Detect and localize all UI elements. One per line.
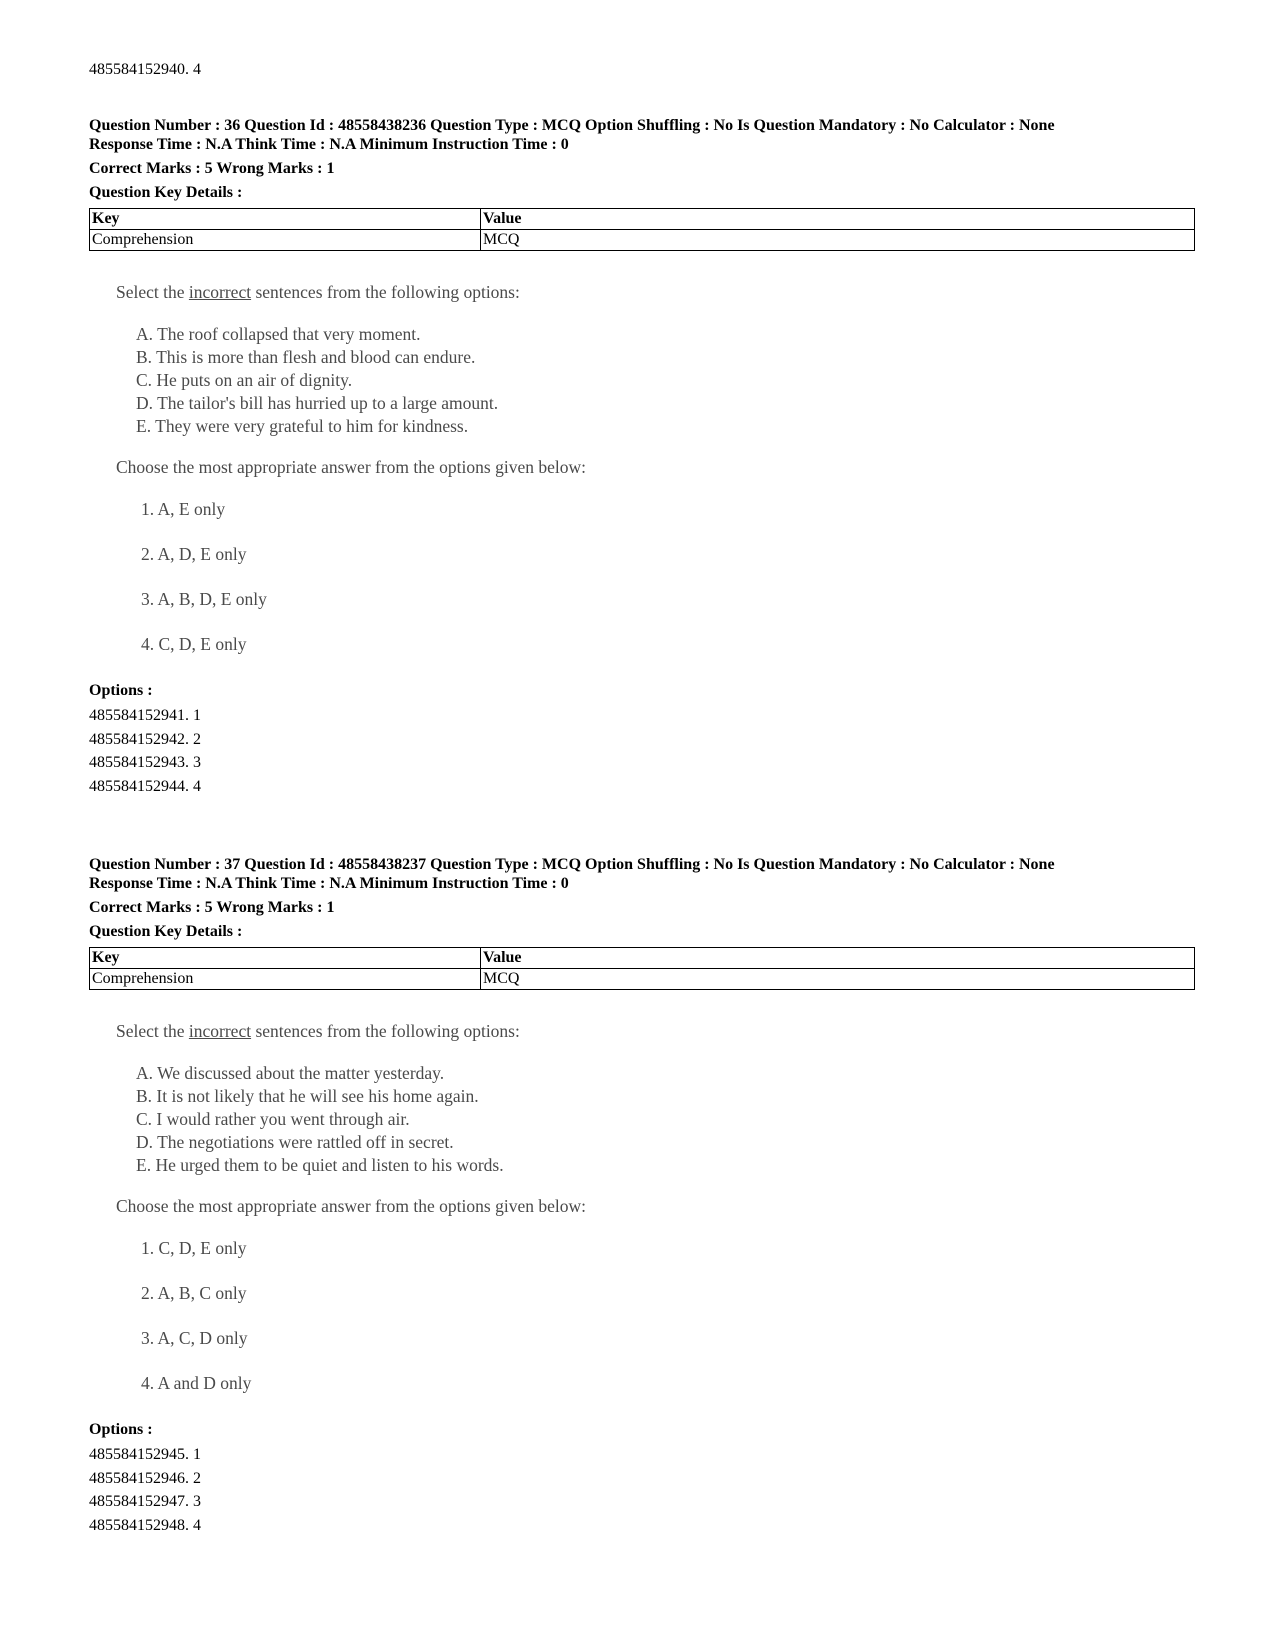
table-header-value: Value (481, 948, 1195, 969)
previous-option-line: 485584152940. 4 (89, 61, 201, 78)
answer-choice: 1. C, D, E only (141, 1238, 247, 1258)
table-cell-key: Comprehension (90, 969, 481, 990)
stem-underlined-word: incorrect (188, 282, 252, 302)
option-item: 485584152946. 2 (89, 1469, 201, 1487)
table-cell-key: Comprehension (90, 230, 481, 251)
list-item: A. We discussed about the matter yesterday. (136, 1063, 445, 1083)
question-meta-line-1: Question Number : 36 Question Id : 48558438236 Question Type : MCQ Option Shuffling : No Is Question Mandatory : No Calculator : None (89, 117, 1055, 134)
option-item: 485584152944. 4 (89, 777, 201, 795)
answer-choice: 1. A, E only (141, 499, 226, 519)
options-title: Options : (89, 1421, 153, 1438)
stem-suffix: sentences from the following options: (251, 282, 520, 302)
table-cell-value: MCQ (481, 969, 1195, 990)
question-image (116, 281, 756, 655)
option-item: 485584152948. 4 (89, 1516, 201, 1534)
question-meta-line-2: Response Time : N.A Think Time : N.A Minimum Instruction Time : 0 (89, 136, 569, 153)
option-item: 485584152947. 3 (89, 1493, 201, 1510)
key-details-title: Question Key Details : (89, 184, 243, 201)
table-header-key: Key (90, 948, 481, 969)
question-meta-line-2: Response Time : N.A Think Time : N.A Minimum Instruction Time : 0 (89, 875, 569, 892)
stem-prefix: Select the (116, 282, 189, 302)
stem-prefix: Select the (116, 1021, 189, 1041)
marks-line: Correct Marks : 5 Wrong Marks : 1 (89, 899, 335, 916)
answer-choice: 3. A, C, D only (141, 1328, 248, 1348)
question-image (116, 1020, 756, 1394)
answer-choice: 4. A and D only (141, 1373, 252, 1393)
options-title: Options : (89, 682, 153, 699)
option-item: 485584152941. 1 (89, 707, 201, 724)
options-list (89, 704, 1195, 798)
table-header-value: Value (481, 209, 1195, 230)
question-meta-line-1: Question Number : 37 Question Id : 48558438237 Question Type : MCQ Option Shuffling : No Is Question Mandatory : No Calculator : None (89, 856, 1055, 873)
option-item: 485584152945. 1 (89, 1446, 201, 1463)
table-row (90, 969, 1195, 990)
key-details-table (89, 947, 1195, 990)
stem-suffix: sentences from the following options: (251, 1021, 520, 1041)
question-meta (89, 116, 1195, 154)
choose-instruction: Choose the most appropriate answer from the options given below: (116, 457, 586, 477)
answer-choice: 4. C, D, E only (141, 634, 247, 654)
option-item: 485584152943. 3 (89, 754, 201, 771)
options-list (89, 1443, 1195, 1537)
key-details-title: Question Key Details : (89, 923, 243, 940)
table-header-key: Key (90, 209, 481, 230)
list-item: A. The roof collapsed that very moment. (136, 324, 421, 344)
sentence-list (136, 1062, 756, 1177)
sentence-list (136, 323, 756, 438)
answer-choice-list (141, 498, 756, 655)
answer-choice: 3. A, B, D, E only (141, 589, 267, 609)
question-36-block (89, 116, 1195, 798)
choose-instruction: Choose the most appropriate answer from the options given below: (116, 1196, 586, 1216)
answer-choice: 2. A, B, C only (141, 1283, 247, 1303)
list-item: B. It is not likely that he will see his home again. (136, 1086, 479, 1106)
table-header-row (90, 209, 1195, 230)
table-cell-value: MCQ (481, 230, 1195, 251)
question-stem (116, 1020, 756, 1042)
list-item: D. The tailor's bill has hurried up to a large amount. (136, 393, 499, 413)
list-item: E. He urged them to be quiet and listen to his words. (136, 1155, 504, 1175)
list-item: C. He puts on an air of dignity. (136, 370, 353, 390)
list-item: E. They were very grateful to him for kindness. (136, 416, 469, 436)
table-header-row (90, 948, 1195, 969)
list-item: D. The negotiations were rattled off in secret. (136, 1132, 454, 1152)
answer-choice-list (141, 1237, 756, 1394)
answer-choice: 2. A, D, E only (141, 544, 247, 564)
list-item: C. I would rather you went through air. (136, 1109, 410, 1129)
list-item: B. This is more than flesh and blood can endure. (136, 347, 476, 367)
question-stem (116, 281, 756, 303)
question-meta (89, 855, 1195, 893)
option-item: 485584152942. 2 (89, 730, 201, 748)
key-details-table (89, 208, 1195, 251)
question-37-block (89, 855, 1195, 1537)
marks-line: Correct Marks : 5 Wrong Marks : 1 (89, 160, 335, 177)
table-row (90, 230, 1195, 251)
stem-underlined-word: incorrect (188, 1021, 252, 1041)
